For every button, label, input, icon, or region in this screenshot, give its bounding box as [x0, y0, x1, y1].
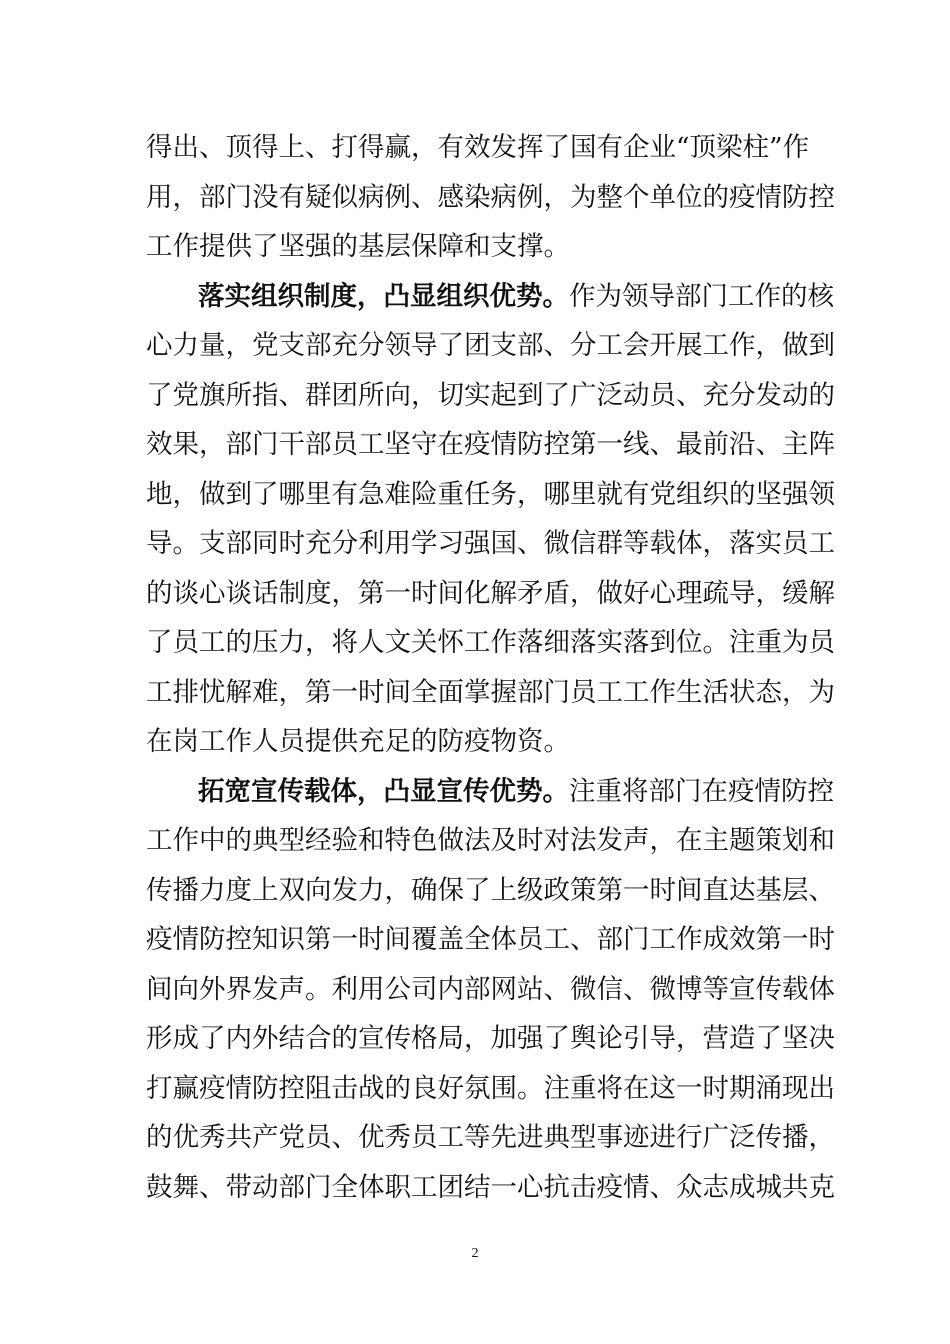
text-line: 导。支部同时充分利用学习强国、微信群等载体，落实员工: [146, 528, 835, 559]
section-heading-line: [198, 772, 834, 812]
text-line: 鼓舞、带动部门全体职工团结一心抗击疫情、众志成城共克: [146, 1172, 835, 1203]
text-line: 打赢疫情防控阻击战的良好氛围。注重将在这一时期涌现出: [146, 1073, 835, 1104]
text-line: 间向外界发声。利用公司内部网站、微信、微博等宣传载体: [146, 974, 835, 1005]
text-line: 工排忧解难，第一时间全面掌握部门员工工作生活状态，为: [146, 677, 835, 708]
text-line: 传播力度上双向发力，确保了上级政策第一时间直达基层、: [146, 875, 835, 906]
text-line: 用，部门没有疑似病例、感染病例，为整个单位的疫情防控: [146, 182, 835, 213]
text-line: 形成了内外结合的宣传格局，加强了舆论引导，营造了坚决: [146, 1023, 835, 1054]
text-line: 的谈心谈话制度，第一时间化解矛盾，做好心理疏导，缓解: [146, 578, 835, 609]
section-heading-continuation: 作为领导部门工作的核: [569, 281, 834, 312]
section-heading: 落实组织制度，凸显组织优势。: [198, 281, 569, 312]
text-line: 的优秀共产党员、优秀员工等先进典型事迹进行广泛传播，: [146, 1122, 835, 1153]
text-line: 工作中的典型经验和特色做法及时对法发声，在主题策划和: [146, 825, 835, 856]
section-heading-line: [198, 277, 834, 317]
text-line: 在岗工作人员提供充足的防疫物资。: [146, 726, 570, 757]
text-line: 工作提供了坚强的基层保障和支撑。: [146, 231, 570, 262]
text-line: 了党旗所指、群团所向，切实起到了广泛动员、充分发动的: [146, 380, 835, 411]
section-heading-continuation: 注重将部门在疫情防控: [569, 776, 834, 807]
text-line: 心力量，党支部充分领导了团支部、分工会开展工作，做到: [146, 330, 835, 361]
text-line: 效果，部门干部员工坚守在疫情防控第一线、最前沿、主阵: [146, 429, 835, 460]
page-number: 2: [471, 1246, 479, 1261]
text-line: 地，做到了哪里有急难险重任务，哪里就有党组织的坚强领: [146, 479, 835, 510]
text-line: 了员工的压力，将人文关怀工作落细落实落到位。注重为员: [146, 627, 835, 658]
section-heading: 拓宽宣传载体，凸显宣传优势。: [198, 776, 569, 807]
text-line: 疫情防控知识第一时间覆盖全体员工、部门工作成效第一时: [146, 924, 835, 955]
text-line: 得出、顶得上、打得赢，有效发挥了国有企业“顶梁柱”作: [146, 132, 810, 163]
